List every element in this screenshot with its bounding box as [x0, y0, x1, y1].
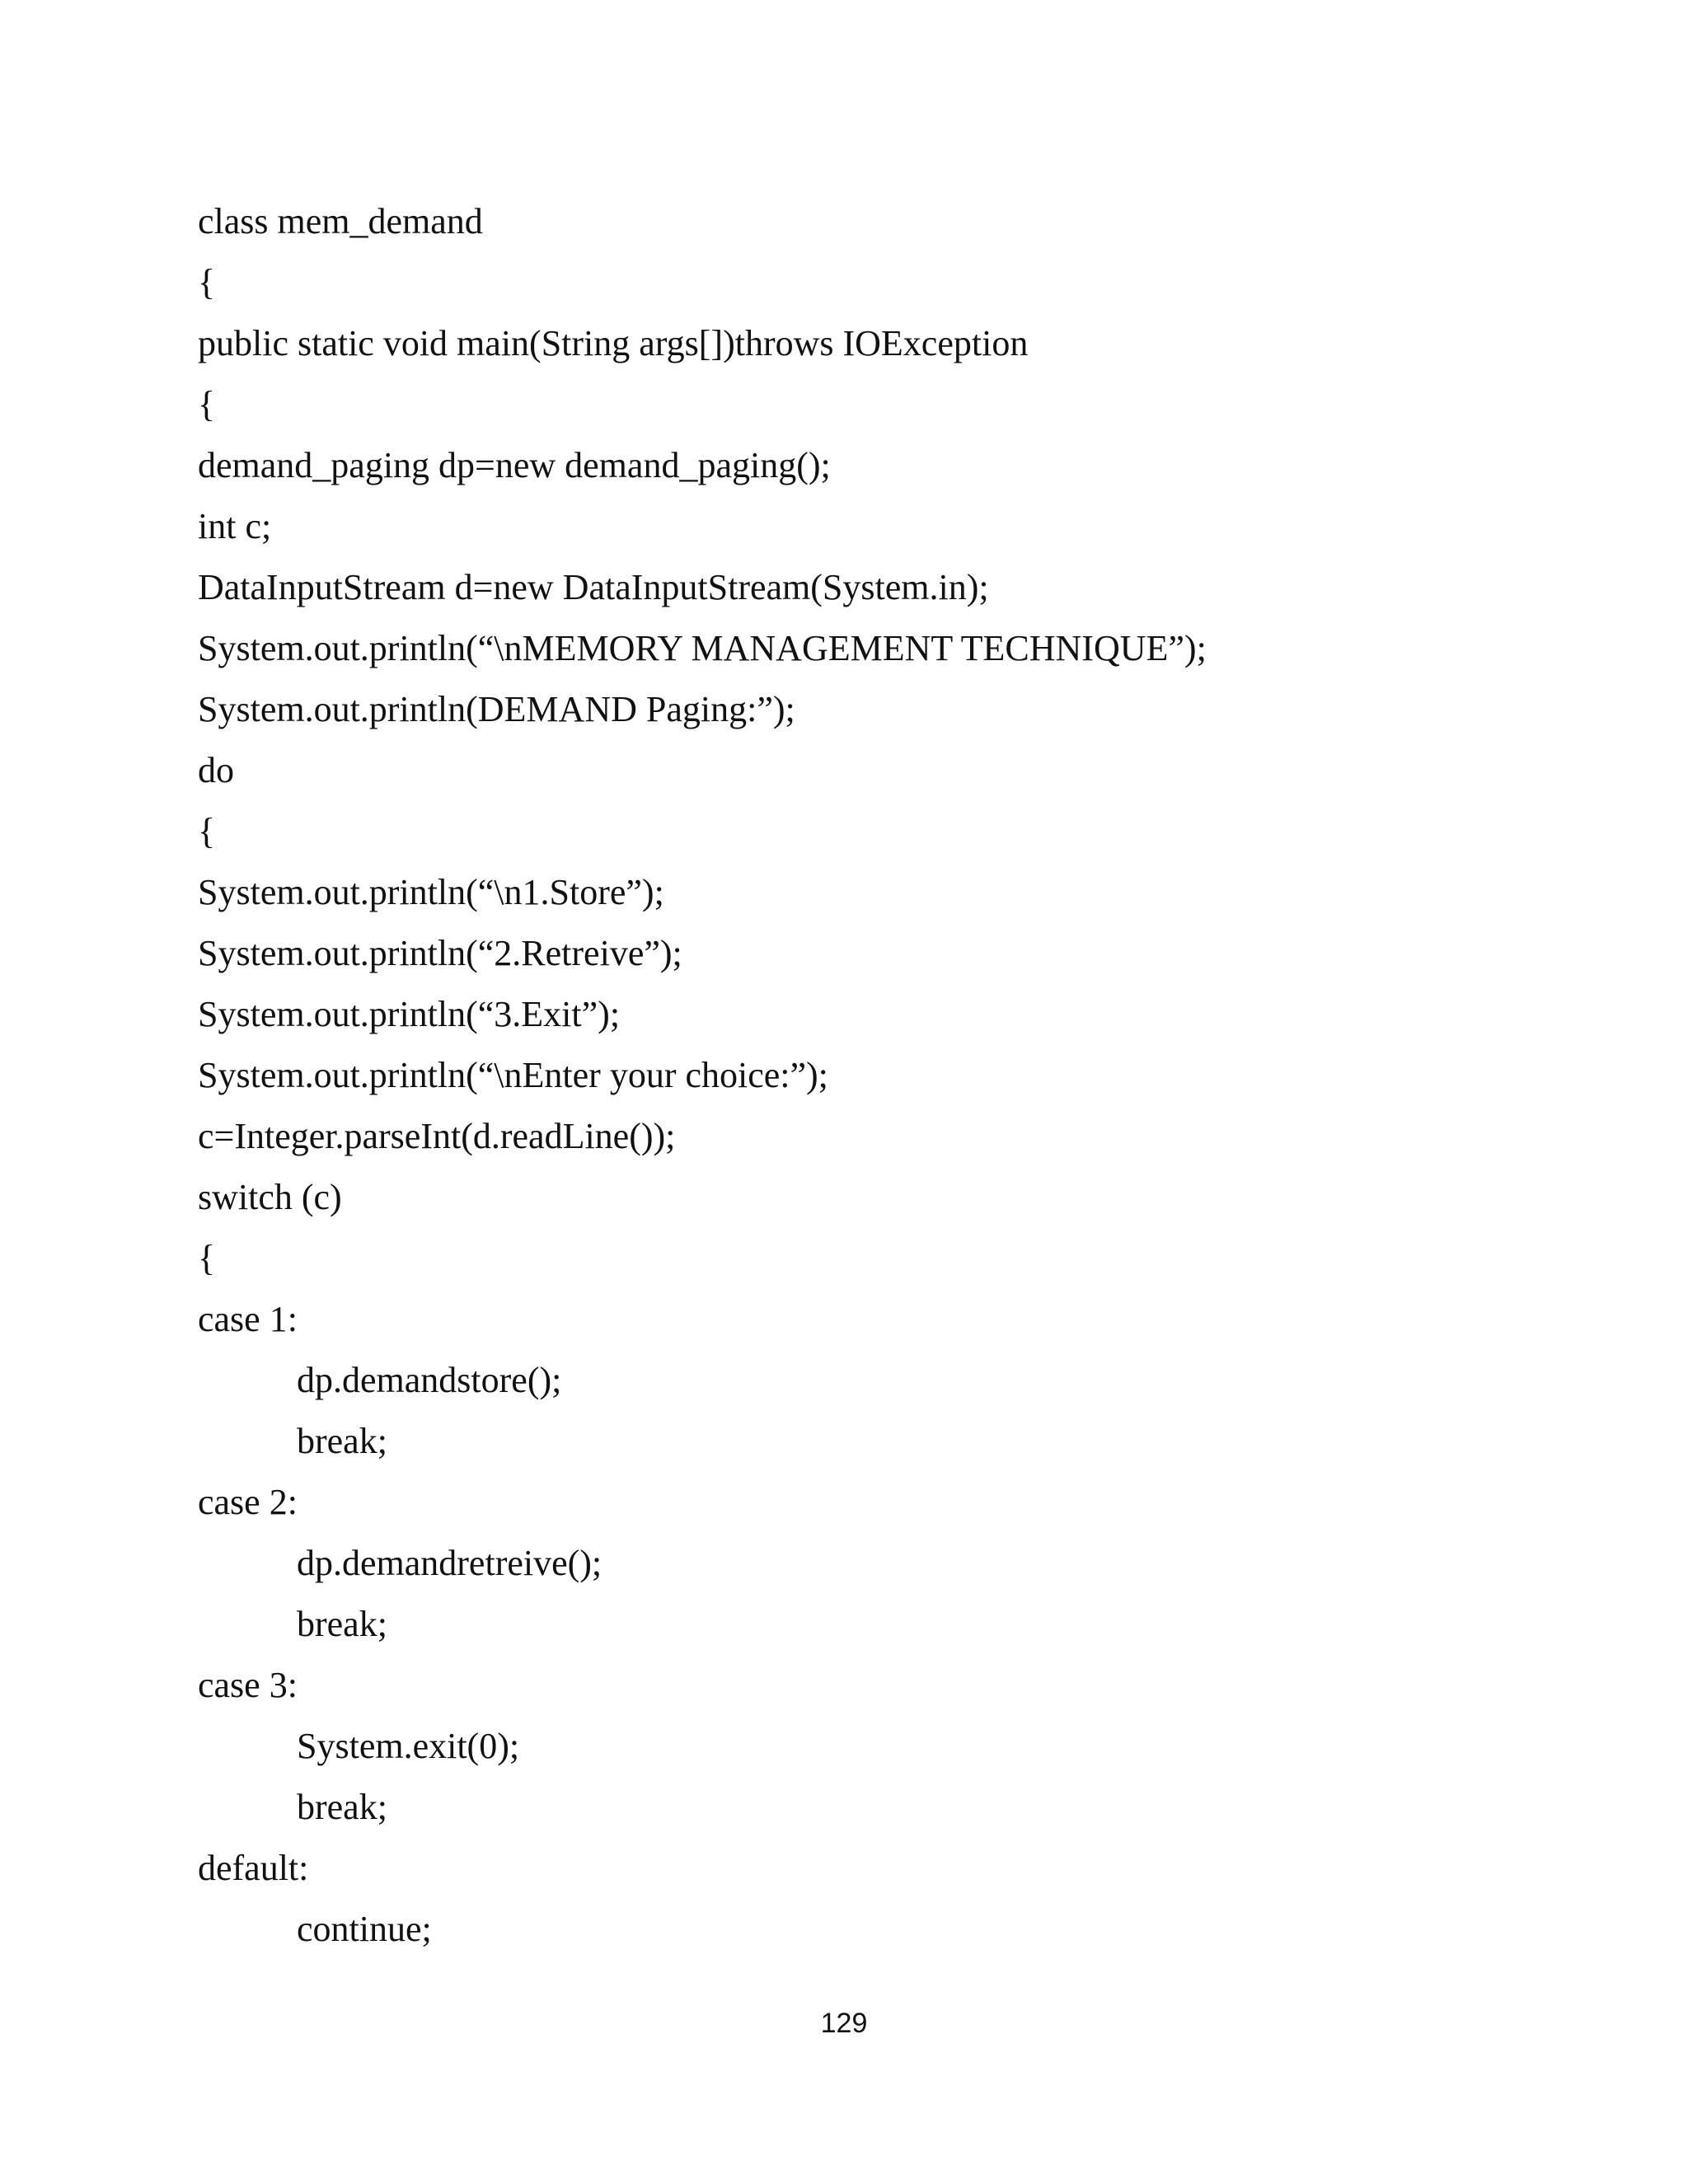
code-line: c=Integer.parseInt(d.readLine()); — [198, 1116, 676, 1156]
code-line: int c; — [198, 506, 272, 546]
code-line: dp.demandstore(); — [297, 1360, 562, 1400]
code-listing — [198, 191, 1599, 1960]
code-line: DataInputStream d=new DataInputStream(System.in); — [198, 567, 989, 607]
code-line: break; — [297, 1421, 387, 1461]
code-line: switch (c) — [198, 1177, 342, 1217]
code-line: do — [198, 750, 234, 790]
code-line: demand_paging dp=new demand_paging(); — [198, 445, 831, 485]
code-line: { — [198, 384, 216, 424]
code-line: dp.demandretreive(); — [297, 1543, 603, 1583]
code-line: class mem_demand — [198, 201, 483, 241]
code-line: { — [198, 1238, 216, 1278]
code-line: continue; — [297, 1909, 432, 1949]
code-line: break; — [297, 1787, 387, 1827]
code-line: System.out.println(“3.Exit”); — [198, 994, 621, 1034]
code-line: System.out.println(“\nEnter your choice:”); — [198, 1055, 828, 1095]
code-line: case 2: — [198, 1482, 298, 1522]
code-line: System.out.println(“2.Retreive”); — [198, 933, 682, 973]
code-line: case 1: — [198, 1299, 298, 1339]
code-line: System.out.println(DEMAND Paging:”); — [198, 689, 795, 729]
code-line: System.out.println(“\nMEMORY MANAGEMENT TECHNIQUE”); — [198, 628, 1207, 668]
code-line: case 3: — [198, 1665, 298, 1705]
code-line: public static void main(String args[])throws IOException — [198, 323, 1029, 363]
code-line: { — [198, 262, 216, 302]
code-line: break; — [297, 1604, 387, 1644]
code-line: System.out.println(“\n1.Store”); — [198, 872, 664, 912]
code-line: System.exit(0); — [297, 1726, 520, 1766]
code-line: default: — [198, 1848, 309, 1888]
page-number: 129 — [820, 2008, 868, 2039]
code-line: { — [198, 811, 216, 851]
